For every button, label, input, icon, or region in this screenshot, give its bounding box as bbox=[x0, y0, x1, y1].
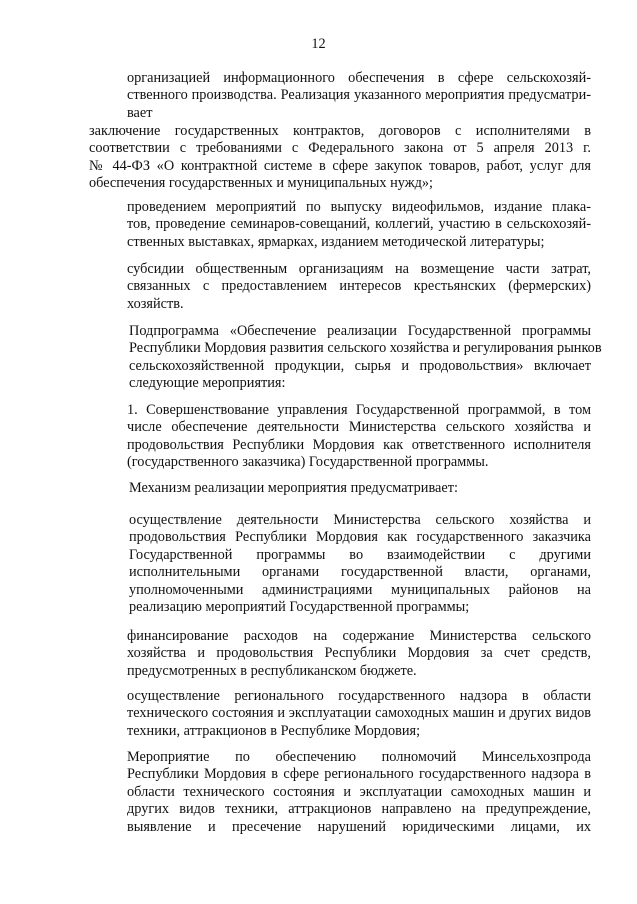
paragraph-item-1 bbox=[89, 402, 591, 472]
text-line: Механизм реализации мероприятия предусматривает: bbox=[129, 480, 458, 496]
text-line: осуществление регионального государственного надзора в области bbox=[127, 688, 591, 704]
text-line: продовольствия Республики Мордовия как ответственного исполнителя bbox=[127, 436, 591, 453]
text-line: проведением мероприятий по выпуску видеофильмов, издание плака- bbox=[127, 199, 591, 215]
text-line: заключение государственных контрактов, договоров с исполнителями в bbox=[89, 123, 591, 139]
text-line: хозяйств. bbox=[127, 295, 184, 312]
text-line: следующие мероприятия: bbox=[129, 375, 286, 392]
text-line: хозяйства и продовольствия Республики Мордовия за счет средств, bbox=[127, 645, 591, 662]
text-line: предусмотренных в республиканском бюджете. bbox=[127, 662, 417, 679]
text-line: тов, проведение семинаров-совещаний, коллегий, участию в сельскохозяй- bbox=[127, 216, 591, 233]
text-line: № 44-ФЗ «О контрактной системе в сфере закупок товаров, работ, услуг для bbox=[89, 157, 591, 174]
paragraph-mechanism bbox=[89, 480, 591, 497]
text-line: продовольствия Республики Мордовия как государственного заказчика bbox=[129, 529, 591, 546]
text-line: Республики Мордовия в сфере регионального государственного надзора в bbox=[127, 766, 591, 783]
text-line: реализацию мероприятий Государственной программы; bbox=[129, 599, 470, 616]
text-line: исполнительными органами государственной власти, органами, bbox=[129, 564, 591, 581]
text-line: выявление и пресечение нарушений юридическими лицами, их bbox=[127, 818, 591, 835]
text-line: Подпрограмма «Обеспечение реализации Государственной программы bbox=[129, 323, 591, 339]
paragraph-ministry-activity bbox=[89, 512, 591, 616]
paragraph-subprogram bbox=[89, 323, 602, 393]
text-line: технического состояния и эксплуатации самоходных машин и других видов bbox=[127, 705, 591, 722]
text-line: сельскохозяйственной продукции, сырья и продовольствия» включает bbox=[129, 357, 591, 374]
paragraph-measure bbox=[89, 749, 591, 836]
text-line: соответствии с требованиями с Федерального закона от 5 апреля 2013 г. bbox=[89, 140, 591, 157]
text-line: ственных выставках, ярмарках, изданием методической литературы; bbox=[127, 233, 545, 250]
paragraph-contracts bbox=[89, 123, 591, 193]
paragraph-info-support bbox=[89, 70, 591, 122]
text-line: области технического состояния и эксплуатации самоходных машин и bbox=[127, 783, 591, 800]
paragraph-supervision bbox=[89, 688, 591, 740]
text-line: уполномоченными администрациями муниципальных районов на bbox=[129, 581, 591, 598]
page-number: 12 bbox=[311, 36, 326, 52]
text-line: других видов техники, аттракционов направлено на предупреждение, bbox=[127, 801, 591, 818]
text-line: числе обеспечение деятельности Министерства сельского хозяйства и bbox=[127, 419, 591, 436]
text-line: ственного производства. Реализация указанного мероприятия предусматри- bbox=[127, 87, 591, 104]
text-line: 1. Совершенствование управления Государственной программой, в том bbox=[127, 402, 591, 418]
text-line: техники, аттракционов в Республике Мордовия; bbox=[127, 722, 421, 739]
paragraph-events bbox=[89, 199, 591, 251]
text-line: (государственного заказчика) Государственной программы. bbox=[127, 454, 489, 471]
text-line: осуществление деятельности Министерства сельского хозяйства и bbox=[129, 512, 591, 528]
paragraph-subsidies bbox=[89, 261, 591, 313]
text-line: субсидии общественным организациям на возмещение части затрат, bbox=[127, 261, 591, 277]
text-line: вает bbox=[127, 104, 153, 121]
text-line: Республики Мордовия развития сельского хозяйства и регулирования рынков bbox=[129, 340, 602, 357]
text-line: Государственной программы во взаимодействии с другими bbox=[129, 546, 591, 563]
paragraph-financing bbox=[89, 628, 591, 680]
text-line: финансирование расходов на содержание Министерства сельского bbox=[127, 628, 591, 644]
text-line: Мероприятие по обеспечению полномочий Минсельхозпрода bbox=[127, 749, 591, 765]
text-line: организацией информационного обеспечения в сфере сельскохозяй- bbox=[127, 70, 591, 86]
text-line: связанных с предоставлением интересов крестьянских (фермерских) bbox=[127, 278, 591, 295]
text-line: обеспечения государственных и муниципальных нужд»; bbox=[89, 175, 433, 192]
